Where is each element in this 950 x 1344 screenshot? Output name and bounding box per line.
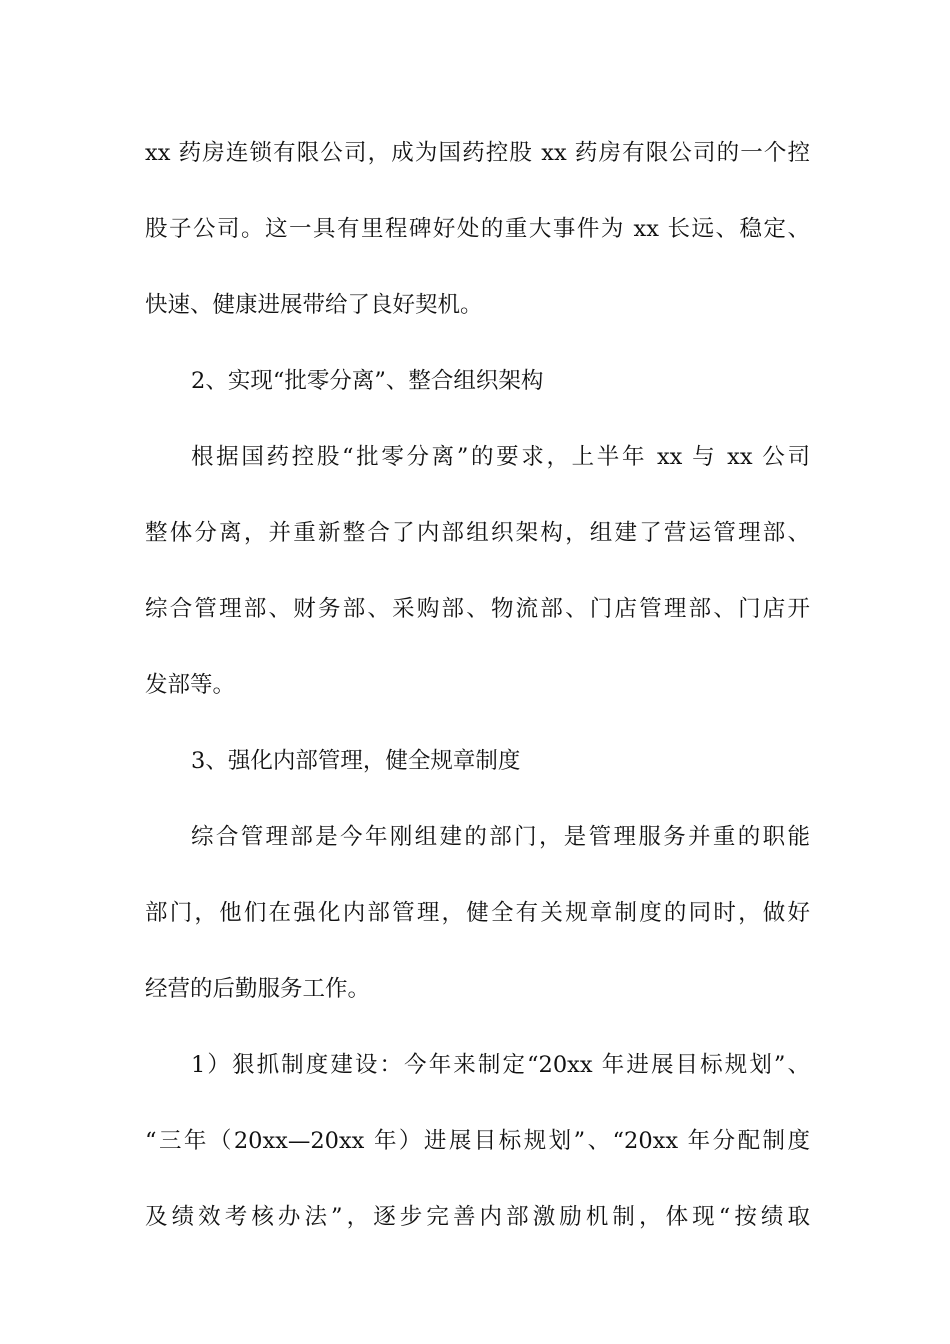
body-text-line: 及绩效考核办法”，逐步完善内部激励机制，体现“按绩取 [145,1204,810,1230]
body-text-line: xx 药房连锁有限公司，成为国药控股 xx 药房有限公司的一个控 [145,140,810,166]
body-text-line: 综合管理部是今年刚组建的部门，是管理服务并重的职能 [191,824,810,850]
body-text-line: 经营的后勤服务工作。 [145,976,371,1002]
body-text-line: 发部等。 [145,672,236,698]
body-text-line: 综合管理部、财务部、采购部、物流部、门店管理部、门店开 [145,596,810,622]
body-text-line: 整体分离，并重新整合了内部组织架构，组建了营运管理部、 [145,520,810,546]
body-text-line: “三年（20xx—20xx 年）进展目标规划”、“20xx 年分配制度 [145,1128,810,1154]
body-text-line: 股子公司。这一具有里程碑好处的重大事件为 xx 长远、稳定、 [145,216,810,242]
body-text-line: 根据国药控股“批零分离”的要求，上半年 xx 与 xx 公司 [191,444,810,470]
body-text-line: 1）狠抓制度建设：今年来制定“20xx 年进展目标规划”、 [191,1052,810,1078]
section-heading: 2、实现“批零分离”、整合组织架构 [191,368,544,394]
body-text-line: 快速、健康进展带给了良好契机。 [145,292,483,318]
section-heading: 3、强化内部管理，健全规章制度 [191,748,521,774]
body-text-line: 部门，他们在强化内部管理，健全有关规章制度的同时，做好 [145,900,810,926]
document-body [145,128,810,1268]
